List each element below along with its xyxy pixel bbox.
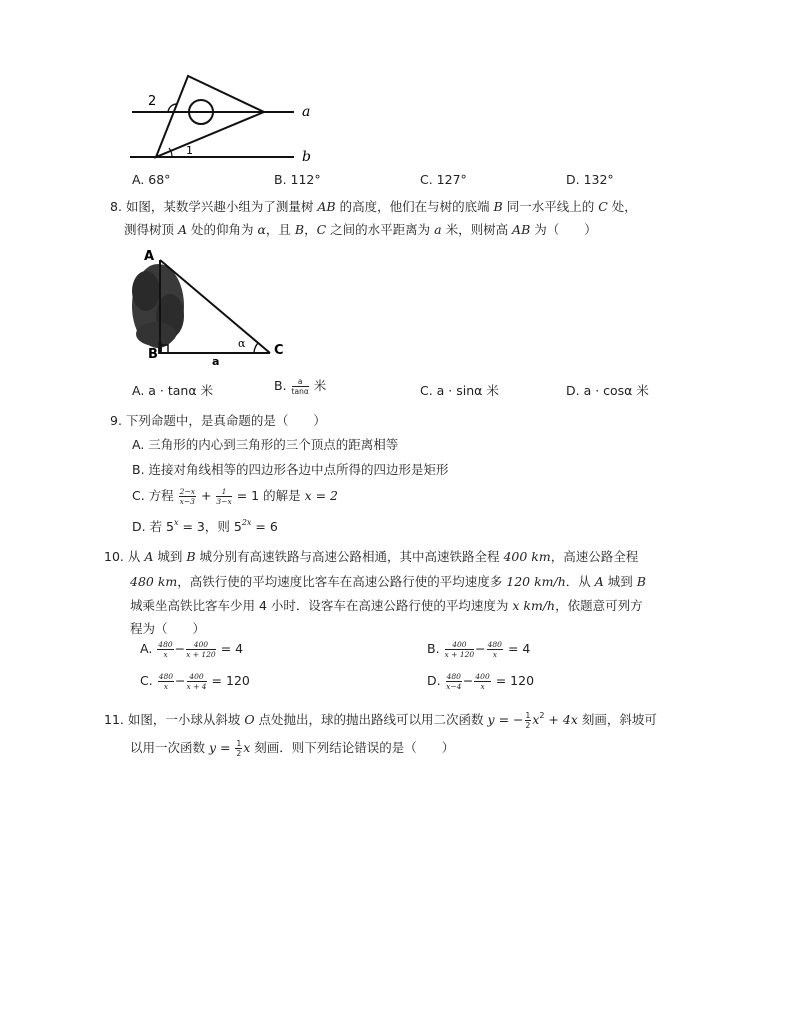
math: x <box>243 740 251 755</box>
speed: x km/h <box>512 598 556 613</box>
option-label: B. <box>274 378 287 393</box>
q8-option-d[interactable]: D. a · cosα 米 <box>566 383 649 398</box>
option-label: A. <box>140 641 153 656</box>
var-b: B <box>186 549 196 564</box>
text: = 1 <box>236 488 260 503</box>
var-ab: AB <box>512 222 531 237</box>
q8-figure <box>128 246 298 366</box>
q9-option-b[interactable]: B. 连接对角线相等的四边形各边中点所得的四边形是矩形 <box>132 462 449 477</box>
q8-fig-c-label: C <box>274 343 284 358</box>
q8-fig-b-label: B <box>148 347 158 362</box>
q8-stem-line2 <box>124 220 597 238</box>
text: = 120 <box>495 673 535 688</box>
text: = 120 <box>211 673 250 688</box>
text: 城到 <box>603 574 637 589</box>
fraction <box>292 377 309 396</box>
denominator: x <box>492 650 497 659</box>
math: x <box>532 712 540 727</box>
var-b: B <box>636 574 646 589</box>
q10-stem-line3 <box>130 596 643 614</box>
q7-line-a-label: a <box>302 104 311 120</box>
speed: 120 km/h <box>506 574 566 589</box>
text: 8. 如图，某数学兴趣小组为了测量树 <box>110 199 318 214</box>
operator: + <box>200 488 212 503</box>
q8-fig-side-label: a <box>212 355 220 366</box>
q7-line-b-label: b <box>302 149 311 162</box>
text: 以用一次函数 <box>130 740 209 755</box>
fraction <box>474 672 490 691</box>
numerator: a <box>292 377 309 387</box>
numerator: 1 <box>236 739 242 748</box>
denominator: tanα <box>291 387 309 396</box>
text: ，依题意可列方 <box>555 598 643 613</box>
text: 测得树顶 <box>124 222 178 237</box>
text: 米，则树高 <box>441 222 513 237</box>
fraction <box>216 487 231 506</box>
fraction <box>186 640 216 659</box>
text: 城分别有高速铁路与高速公路相通，其中高速铁路全程 <box>195 549 504 564</box>
text: 刻画．则下列结论错误的是（ ） <box>250 740 455 755</box>
numerator: 400 <box>186 640 216 650</box>
q9-stem: 9. 下列命题中，是真命题的是（ ） <box>110 413 326 428</box>
denominator: 3−x <box>216 497 232 506</box>
q10-option-b[interactable] <box>427 640 530 659</box>
text: ，高铁行使的平均速度比客车在高速公路行使的平均速度多 <box>177 574 507 589</box>
text: 点处抛出，球的抛出路线可以用二次函数 <box>254 712 488 727</box>
q8-option-c[interactable]: C. a · sinα 米 <box>420 383 499 398</box>
q11-stem-line2 <box>130 738 454 758</box>
q9-option-d[interactable] <box>132 517 278 535</box>
fraction <box>525 711 532 730</box>
var-c: C <box>598 199 608 214</box>
text: 刻画，斜坡可 <box>577 712 657 727</box>
text: ，且 <box>265 222 295 237</box>
text: 处， <box>607 199 637 214</box>
text: ， <box>304 222 317 237</box>
fraction <box>158 672 174 691</box>
var-b: B <box>294 222 305 237</box>
unit: 米 <box>313 378 327 393</box>
denominator: x + 120 <box>186 650 216 659</box>
text: = 4 <box>220 641 244 656</box>
text: 同一水平线上的 <box>502 199 599 214</box>
var-a: A <box>177 222 188 237</box>
denominator: x + 4 <box>186 682 207 691</box>
numerator: 480 <box>158 672 174 681</box>
denominator: x−4 <box>446 682 462 691</box>
numerator: 480 <box>446 672 461 681</box>
q9-option-a[interactable]: A. 三角形的内心到三角形的三个顶点的距离相等 <box>132 437 399 452</box>
q10-option-a[interactable] <box>140 640 243 659</box>
text: C. 方程 <box>132 488 174 503</box>
distance: 400 km <box>503 549 551 564</box>
var-b: B <box>493 199 503 214</box>
math: y = <box>208 740 235 755</box>
q11-stem-line1 <box>104 710 657 730</box>
q7-option-d[interactable]: D. 132° <box>566 172 614 187</box>
number: 4 <box>258 598 267 613</box>
fraction <box>235 739 242 758</box>
var-a: A <box>144 549 154 564</box>
distance: 480 km <box>130 574 178 589</box>
text: 5 <box>166 519 174 534</box>
q7-figure <box>126 72 326 162</box>
numerator: 1 <box>525 711 531 720</box>
fraction <box>445 640 475 659</box>
q10-stem-line4: 程为（ ） <box>130 621 206 636</box>
operator: − <box>462 673 474 688</box>
numerator: 400 <box>187 672 207 682</box>
math: + 4x <box>544 712 578 727</box>
text: x = 2 <box>304 488 338 503</box>
q8-stem-line1 <box>110 197 637 215</box>
denominator: x−3 <box>179 497 195 506</box>
denominator: 2 <box>525 721 531 730</box>
numerator: 480 <box>158 640 173 649</box>
text: ．从 <box>565 574 595 589</box>
text: 11. 如图，一小球从斜坡 <box>104 712 245 727</box>
tree-icon <box>132 264 184 354</box>
denominator: 2 <box>236 749 242 758</box>
text: = 4 <box>507 641 531 656</box>
q7-angle2-label: 2 <box>148 94 157 109</box>
text: 小时．设客车在高速公路行使的平均速度为 <box>266 598 513 613</box>
numerator: 480 <box>487 640 502 649</box>
exponent: 2 <box>539 711 545 720</box>
denominator: x <box>163 650 168 659</box>
text: 之间的水平距离为 <box>326 222 435 237</box>
q7-option-c[interactable]: C. 127° <box>420 172 467 187</box>
exponent: x <box>174 518 179 527</box>
denominator: x + 120 <box>444 650 475 659</box>
math: y = − <box>487 712 524 727</box>
fraction <box>157 640 173 659</box>
numerator: 400 <box>475 672 490 681</box>
q7-option-a[interactable]: A. 68° <box>132 172 171 187</box>
numerator: 2−x <box>179 487 195 496</box>
numerator: 400 <box>445 640 475 650</box>
text: 城到 <box>153 549 187 564</box>
option-label: C. <box>140 673 153 688</box>
denominator: x <box>480 682 485 691</box>
fraction <box>179 487 196 506</box>
operator: − <box>175 673 186 688</box>
text: 城乘坐高铁比客车少用 <box>130 598 259 613</box>
text: D. 若 <box>132 519 167 534</box>
fraction <box>187 672 207 691</box>
text: 处的仰角为 <box>187 222 258 237</box>
operator: − <box>475 641 486 656</box>
var-o: O <box>244 712 255 727</box>
numerator: 1 <box>216 487 231 497</box>
q7-option-b[interactable]: B. 112° <box>274 172 321 187</box>
q8-option-a[interactable]: A. a · tanα 米 <box>132 383 214 398</box>
var-a: A <box>594 574 604 589</box>
text: 的高度，他们在与树的底端 <box>335 199 494 214</box>
operator: − <box>174 641 186 656</box>
option-label: B. <box>427 641 440 656</box>
q10-option-d[interactable] <box>427 672 534 691</box>
text: ，则 <box>204 519 234 534</box>
var-ab: AB <box>317 199 336 214</box>
q9-option-c[interactable] <box>132 486 338 506</box>
var-a-small: a <box>434 222 442 237</box>
denominator: x <box>163 682 168 691</box>
q10-option-c[interactable] <box>140 672 250 691</box>
text: = 6 <box>251 519 278 534</box>
var-c: C <box>316 222 327 237</box>
fraction <box>446 672 462 691</box>
text: = 3 <box>178 519 205 534</box>
q8-fig-a-label: A <box>144 249 155 264</box>
fraction <box>487 640 503 659</box>
text: 5 <box>233 519 242 534</box>
text: 的解是 <box>259 488 305 503</box>
exponent: 2x <box>241 518 252 527</box>
q10-stem-line2 <box>130 572 646 590</box>
q8-fig-alpha-label: α <box>238 337 246 350</box>
text: 为（ ） <box>530 222 597 237</box>
text: 10. 从 <box>104 549 145 564</box>
q10-stem-line1 <box>104 547 638 565</box>
q7-angle1-label: 1 <box>186 144 193 157</box>
text: ，高速公路全程 <box>550 549 639 564</box>
option-label: D. <box>427 673 441 688</box>
var-alpha: α <box>257 222 266 237</box>
q8-option-b[interactable] <box>274 376 326 396</box>
